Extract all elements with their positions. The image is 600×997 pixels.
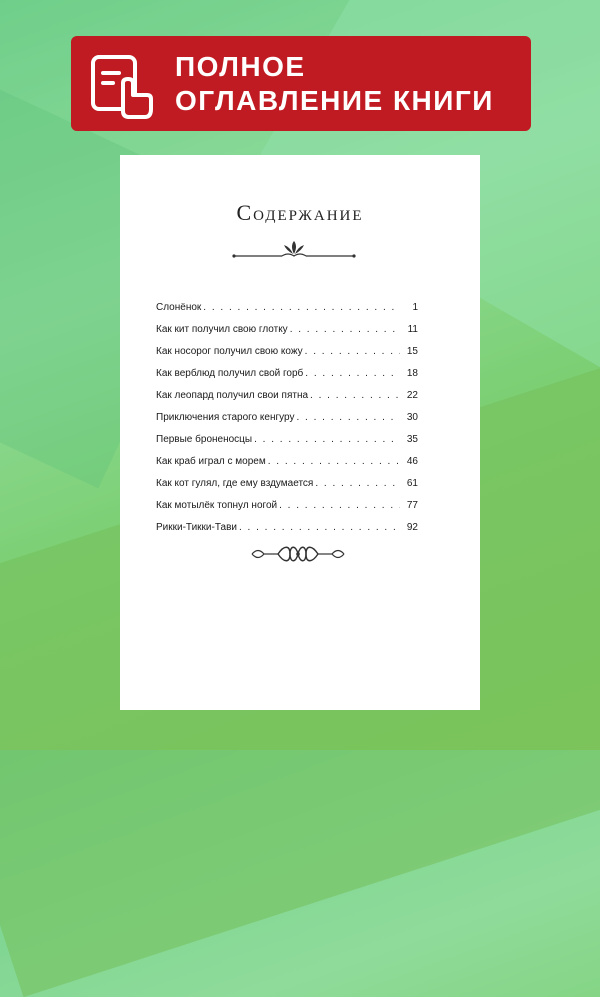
toc-entry-page: 61 [406, 478, 418, 489]
toc-entry[interactable] [156, 412, 418, 434]
toc-entry[interactable] [156, 346, 418, 368]
promo-banner [71, 36, 531, 131]
toc-entry-page: 46 [406, 456, 418, 467]
table-of-contents [156, 302, 418, 544]
toc-entry-page: 15 [406, 346, 418, 357]
toc-entry-title: Как краб играл с морем [156, 456, 266, 467]
toc-entry-title: Рикки-Тикки-Тави [156, 522, 237, 533]
page-title: Содержание [236, 200, 364, 225]
toc-entry-page: 77 [406, 500, 418, 511]
toc-entry[interactable] [156, 434, 418, 456]
toc-entry-title: Как носорог получил свою кожу [156, 346, 303, 357]
toc-entry-page: 22 [406, 390, 418, 401]
book-page [120, 155, 480, 710]
toc-entry-title: Как кит получил свою глотку [156, 324, 288, 335]
toc-entry-title: Слонёнок [156, 302, 202, 313]
toc-entry[interactable] [156, 302, 418, 324]
toc-entry-title: Как верблюд получил свой горб [156, 368, 304, 379]
toc-entry[interactable] [156, 500, 418, 522]
toc-dot-leader [310, 390, 400, 401]
toc-entry[interactable] [156, 522, 418, 544]
toc-entry-page: 92 [406, 522, 418, 533]
toc-entry[interactable] [156, 390, 418, 412]
toc-dot-leader [254, 434, 400, 445]
toc-dot-leader [290, 324, 400, 335]
toc-dot-leader [239, 522, 400, 533]
toc-entry[interactable] [156, 478, 418, 500]
banner-title-line2: ОГЛАВЛЕНИЕ КНИГИ [175, 84, 494, 116]
document-hand-icon [87, 49, 157, 119]
toc-entry[interactable] [156, 368, 418, 390]
toc-entry-page: 11 [407, 324, 418, 335]
toc-dot-leader [203, 302, 400, 313]
toc-entry-page: 30 [406, 412, 418, 423]
toc-entry-title: Как мотылёк топнул ногой [156, 500, 278, 511]
toc-entry-title: Как кот гулял, где ему вздумается [156, 478, 314, 489]
toc-entry[interactable] [156, 324, 418, 346]
toc-entry-title: Как леопард получил свои пятна [156, 390, 309, 401]
toc-entry-page: 35 [406, 434, 418, 445]
toc-dot-leader [305, 368, 400, 379]
banner-title [175, 50, 494, 118]
flourish-ornament-icon [248, 543, 348, 565]
toc-dot-leader [305, 346, 400, 357]
toc-dot-leader [268, 456, 400, 467]
banner-title-line1: ПОЛНОЕ [175, 50, 306, 82]
toc-entry-title: Приключения старого кенгуру [156, 412, 295, 423]
toc-dot-leader [315, 478, 400, 489]
toc-dot-leader [297, 412, 401, 423]
toc-entry[interactable] [156, 456, 418, 478]
title-ornament-icon [232, 240, 356, 264]
toc-entry-page: 1 [412, 302, 418, 313]
toc-entry-title: Первые броненосцы [156, 434, 253, 445]
toc-dot-leader [279, 500, 400, 511]
toc-entry-page: 18 [406, 368, 418, 379]
